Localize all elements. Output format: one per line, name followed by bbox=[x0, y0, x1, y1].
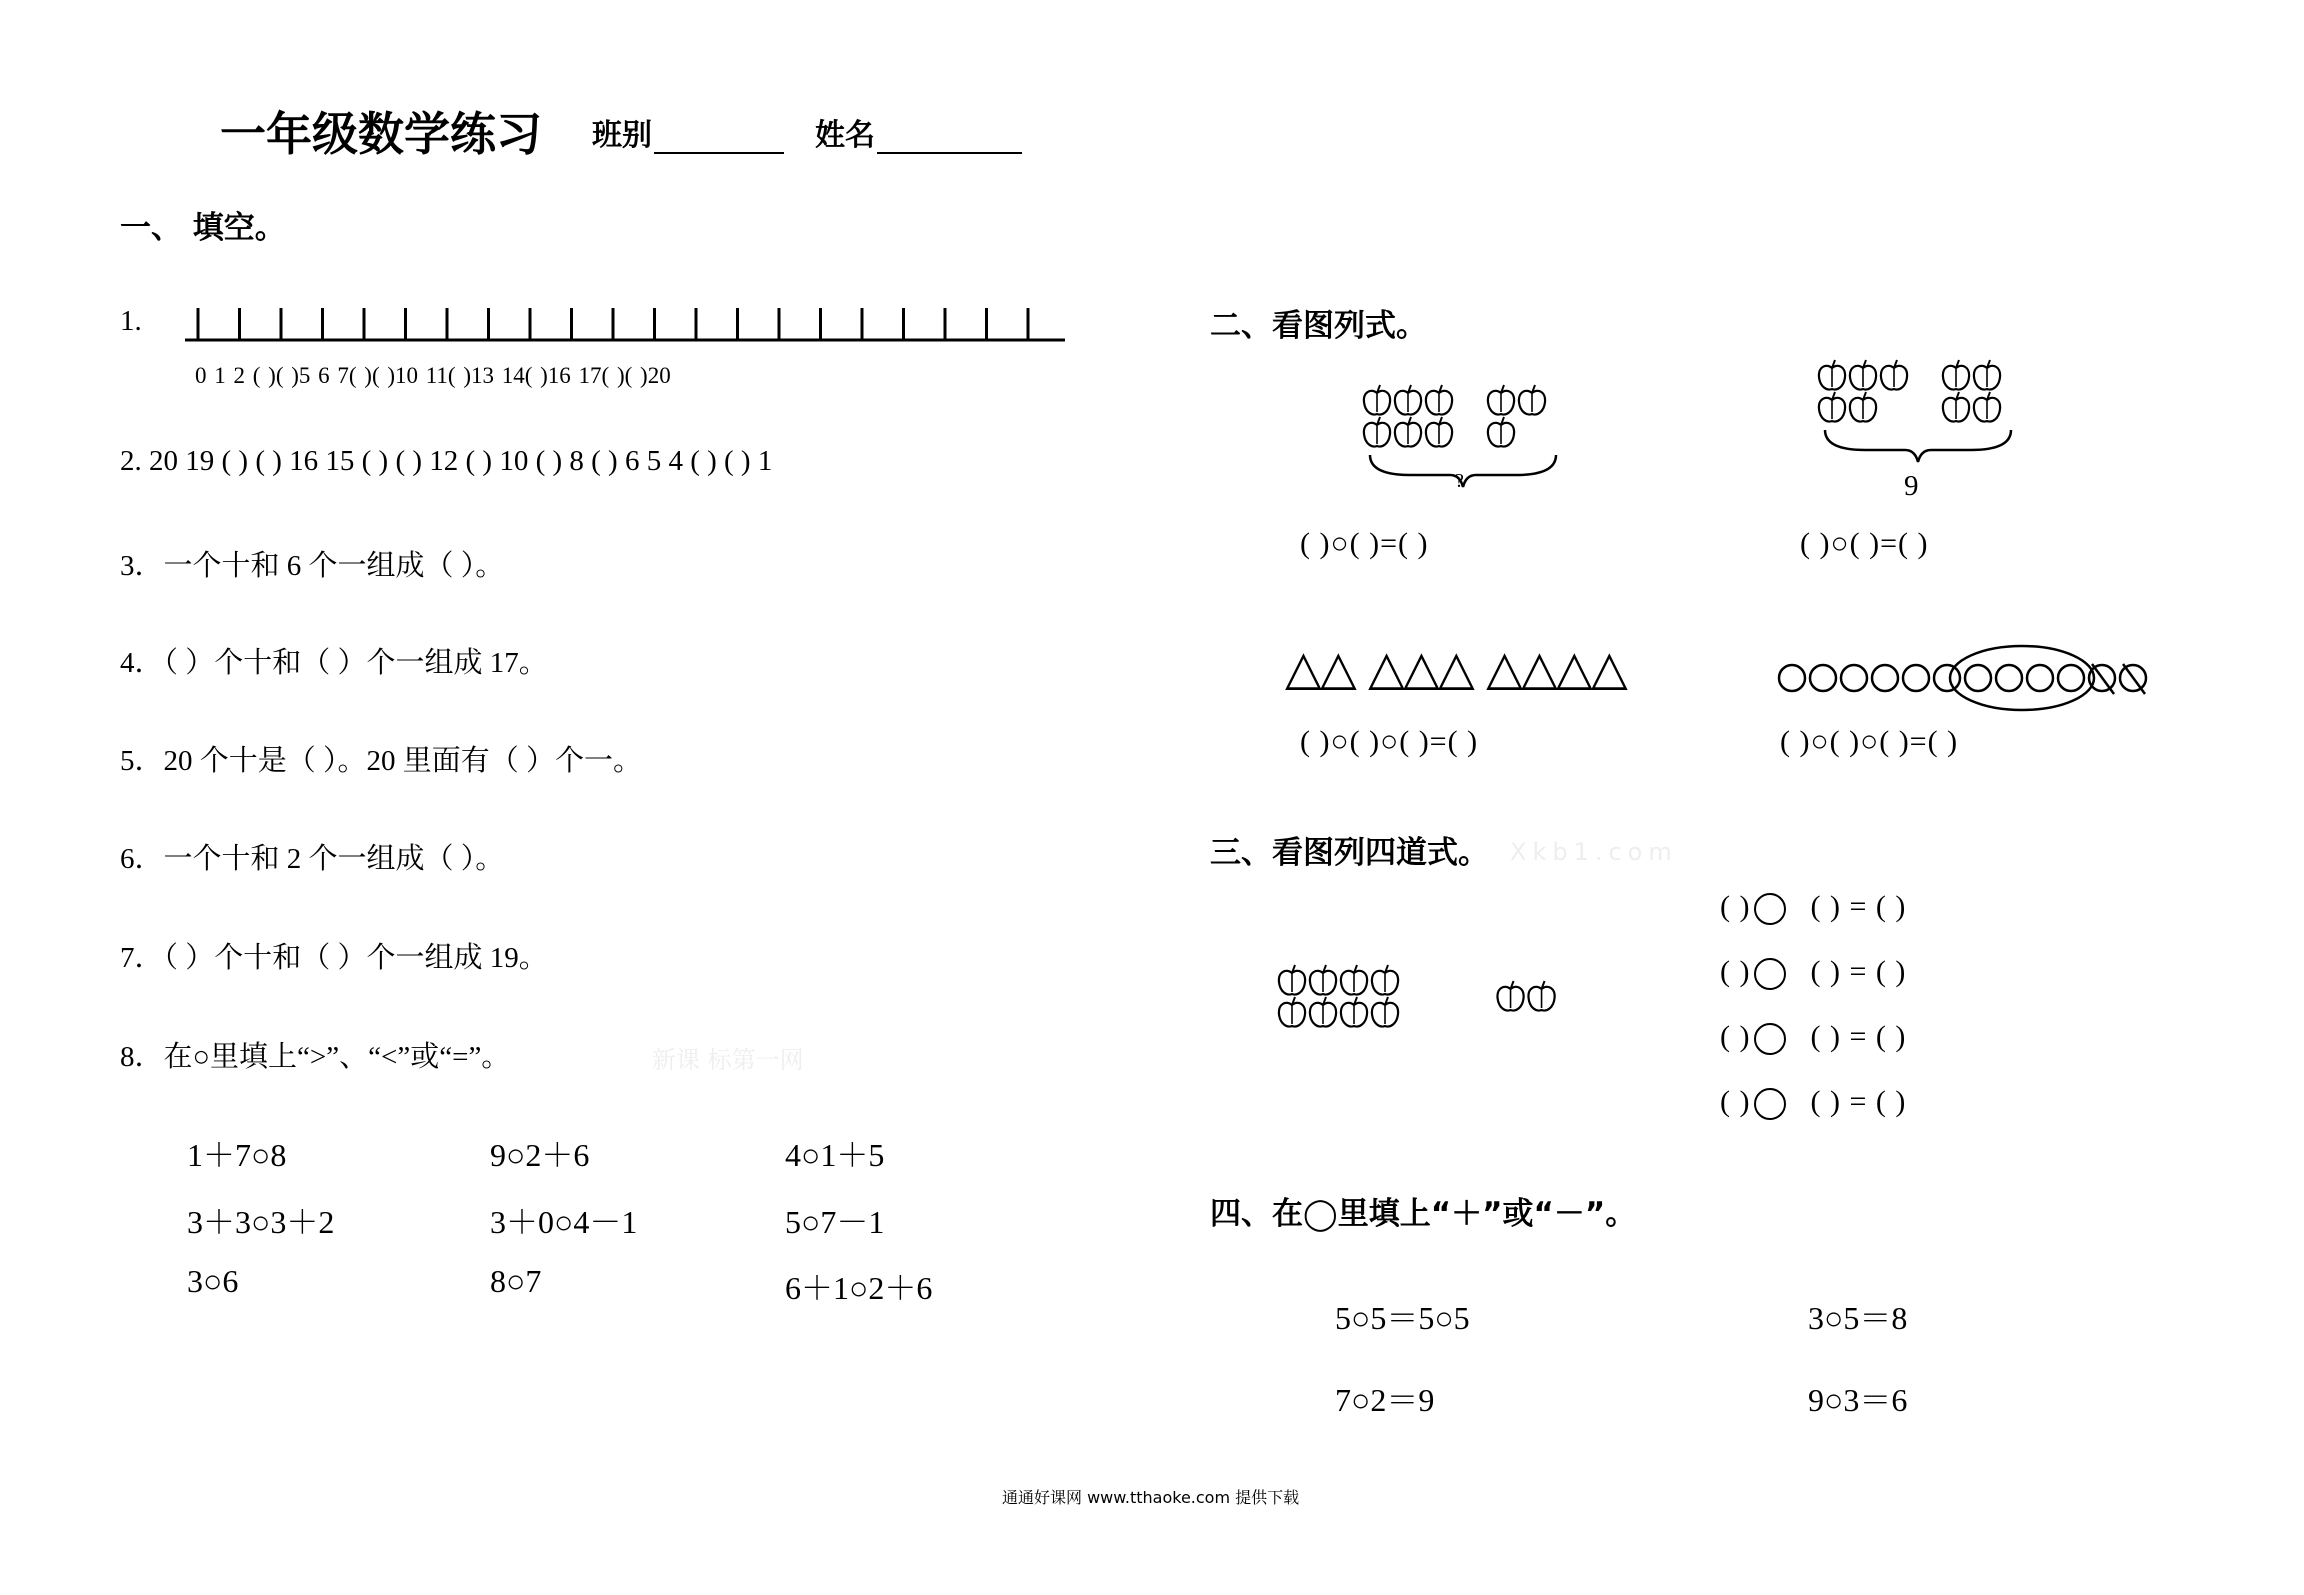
apple-icon bbox=[1426, 385, 1452, 415]
circle-icon bbox=[1841, 665, 1867, 691]
apple-icon bbox=[1395, 385, 1421, 415]
q3: 3．一个十和 6 个一组成（ ）。 bbox=[120, 550, 505, 582]
circle-icon bbox=[2058, 665, 2084, 691]
circles-picture bbox=[1770, 640, 2170, 720]
apple-icon bbox=[1279, 997, 1305, 1027]
four-eq-3-left: ( ) bbox=[1720, 1020, 1751, 1053]
four-eq-2-left: ( ) bbox=[1720, 955, 1751, 988]
compare-1-0[interactable]: 3＋3○3＋2 bbox=[187, 1204, 335, 1240]
class-blank[interactable] bbox=[654, 122, 784, 154]
section2-heading: 二、看图列式。 bbox=[1210, 308, 1427, 344]
fill-sign-2[interactable]: 3○5＝8 bbox=[1808, 1300, 1908, 1336]
q2: 2. 20 19 ( ) ( ) 16 15 ( ) ( ) 12 ( ) 10 ( ) 8 ( ) 6 5 4 ( ) ( ) 1 bbox=[120, 445, 773, 477]
apple-icons bbox=[1364, 385, 1545, 447]
circle-icon[interactable] bbox=[1754, 1023, 1786, 1055]
section3-heading: 三、看图列四道式。 bbox=[1210, 835, 1489, 871]
class-field bbox=[592, 110, 784, 154]
apple-icon bbox=[1528, 981, 1554, 1011]
section1-heading: 一、 填空。 bbox=[120, 210, 286, 246]
equation-b[interactable] bbox=[1800, 527, 1928, 561]
compare-1-2[interactable]: 5○7－1 bbox=[785, 1204, 885, 1240]
apple-icon bbox=[1341, 997, 1367, 1027]
circle-icon bbox=[2027, 665, 2053, 691]
apple-icon bbox=[1881, 360, 1907, 390]
page-title: 一年级数学练习 bbox=[220, 107, 542, 161]
apple-icon bbox=[1488, 385, 1514, 415]
q1-labels: 0 1 2 ( )( )5 6 7( )( )10 11( )13 14( )16 17( )( )20 bbox=[195, 363, 671, 388]
circle-icon bbox=[1965, 665, 1991, 691]
compare-2-1[interactable]: 8○7 bbox=[490, 1263, 542, 1299]
circle-icon bbox=[1779, 665, 1805, 691]
apple-icon bbox=[1519, 385, 1545, 415]
four-eq-2[interactable] bbox=[1720, 955, 1906, 990]
circle-icon bbox=[1810, 665, 1836, 691]
equation-c[interactable] bbox=[1300, 725, 1478, 759]
apple-icon bbox=[1497, 981, 1523, 1011]
circle-icon bbox=[1903, 665, 1929, 691]
name-blank[interactable] bbox=[877, 122, 1022, 154]
four-eq-4[interactable] bbox=[1720, 1085, 1906, 1120]
apple-icon bbox=[1310, 997, 1336, 1027]
apple-icon bbox=[1850, 360, 1876, 390]
number-line-ticks bbox=[198, 308, 1028, 340]
apple-icon bbox=[1364, 417, 1390, 447]
apple-icon bbox=[1395, 417, 1421, 447]
apple-icon bbox=[1372, 965, 1398, 995]
brace-label-1: ? bbox=[1455, 470, 1464, 492]
apple-picture-2 bbox=[1805, 350, 2045, 480]
apple-icon bbox=[1819, 360, 1845, 390]
name-label: 姓名 bbox=[815, 118, 875, 153]
apple-icon bbox=[1279, 965, 1305, 995]
compare-0-1[interactable]: 9○2＋6 bbox=[490, 1137, 590, 1173]
q4: 4．（ ）个十和（ ）个一组成 17。 bbox=[120, 647, 548, 679]
q6: 6．一个十和 2 个一组成（ ）。 bbox=[120, 843, 505, 875]
circle-icon[interactable] bbox=[1754, 1088, 1786, 1120]
equation-d[interactable] bbox=[1780, 725, 1958, 759]
four-eq-4-left: ( ) bbox=[1720, 1085, 1751, 1118]
apple-icon bbox=[1943, 392, 1969, 422]
four-eq-3[interactable] bbox=[1720, 1020, 1906, 1055]
q8: 8．在○里填上“>”、“<”或“=”。 bbox=[120, 1041, 511, 1073]
compare-0-0[interactable]: 1＋7○8 bbox=[187, 1137, 287, 1173]
footer-credit: 通通好课网 www.tthaoke.com 提供下载 bbox=[1002, 1488, 1300, 1507]
equation-b-text: ( )○( )=( ) bbox=[1800, 527, 1929, 560]
compare-2-2[interactable]: 6＋1○2＋6 bbox=[785, 1270, 933, 1306]
compare-0-2[interactable]: 4○1＋5 bbox=[785, 1137, 885, 1173]
apple-icon bbox=[1819, 392, 1845, 422]
equation-c-text: ( )○( )○( )=( ) bbox=[1300, 725, 1479, 758]
four-eq-3-right: ( ) = ( ) bbox=[1810, 1020, 1907, 1053]
apple-icon bbox=[1974, 392, 2000, 422]
circle-icon bbox=[1996, 665, 2022, 691]
four-eq-2-right: ( ) = ( ) bbox=[1810, 955, 1907, 988]
brace-label-2: 9 bbox=[1904, 470, 1919, 502]
apple-icon bbox=[1850, 392, 1876, 422]
circle-icon[interactable] bbox=[1754, 958, 1786, 990]
equation-d-text: ( )○( )○( )=( ) bbox=[1780, 725, 1959, 758]
apple-icon bbox=[1426, 417, 1452, 447]
name-field bbox=[815, 110, 1022, 154]
q7: 7．（ ）个十和（ ）个一组成 19。 bbox=[120, 942, 548, 974]
four-eq-1-left: ( ) bbox=[1720, 890, 1751, 923]
apple-icon bbox=[1943, 360, 1969, 390]
triangles-picture: △△ △△△ △△△△ bbox=[1285, 640, 1626, 696]
apple-icon bbox=[1488, 417, 1514, 447]
circle-icon[interactable] bbox=[1754, 893, 1786, 925]
fill-sign-1[interactable]: 5○5＝5○5 bbox=[1335, 1300, 1470, 1336]
brace-icon bbox=[1825, 430, 2011, 462]
apple-picture-1 bbox=[1350, 375, 1590, 505]
fill-sign-3[interactable]: 7○2＝9 bbox=[1335, 1382, 1435, 1418]
four-eq-4-right: ( ) = ( ) bbox=[1810, 1085, 1907, 1118]
section4-heading: 四、在◯里填上“＋”或“－”。 bbox=[1210, 1196, 1637, 1232]
equation-a-text: ( )○( )=( ) bbox=[1300, 527, 1429, 560]
apple-icon bbox=[1372, 997, 1398, 1027]
number-line bbox=[180, 300, 1070, 350]
circle-icon bbox=[1872, 665, 1898, 691]
four-eq-1-right: ( ) = ( ) bbox=[1810, 890, 1907, 923]
class-label: 班别 bbox=[592, 118, 652, 153]
section3-watermark: Xkb1.com bbox=[1510, 838, 1678, 866]
equation-a[interactable] bbox=[1300, 527, 1428, 561]
four-eq-1[interactable] bbox=[1720, 890, 1906, 925]
compare-1-1[interactable]: 3＋0○4－1 bbox=[490, 1204, 638, 1240]
apple-icon bbox=[1310, 965, 1336, 995]
q8-watermark: 新课 标第一网 bbox=[652, 1046, 804, 1074]
fill-sign-4[interactable]: 9○3＝6 bbox=[1808, 1382, 1908, 1418]
circle-icon bbox=[1934, 665, 1960, 691]
apple-icon bbox=[1341, 965, 1367, 995]
q1-number: 1. bbox=[120, 305, 142, 337]
apple-icon bbox=[1974, 360, 2000, 390]
apple-picture-3 bbox=[1265, 955, 1605, 1045]
q5: 5．20 个十是（ ）。20 里面有（ ）个一。 bbox=[120, 745, 643, 777]
compare-2-0[interactable]: 3○6 bbox=[187, 1263, 239, 1299]
apple-icon bbox=[1364, 385, 1390, 415]
